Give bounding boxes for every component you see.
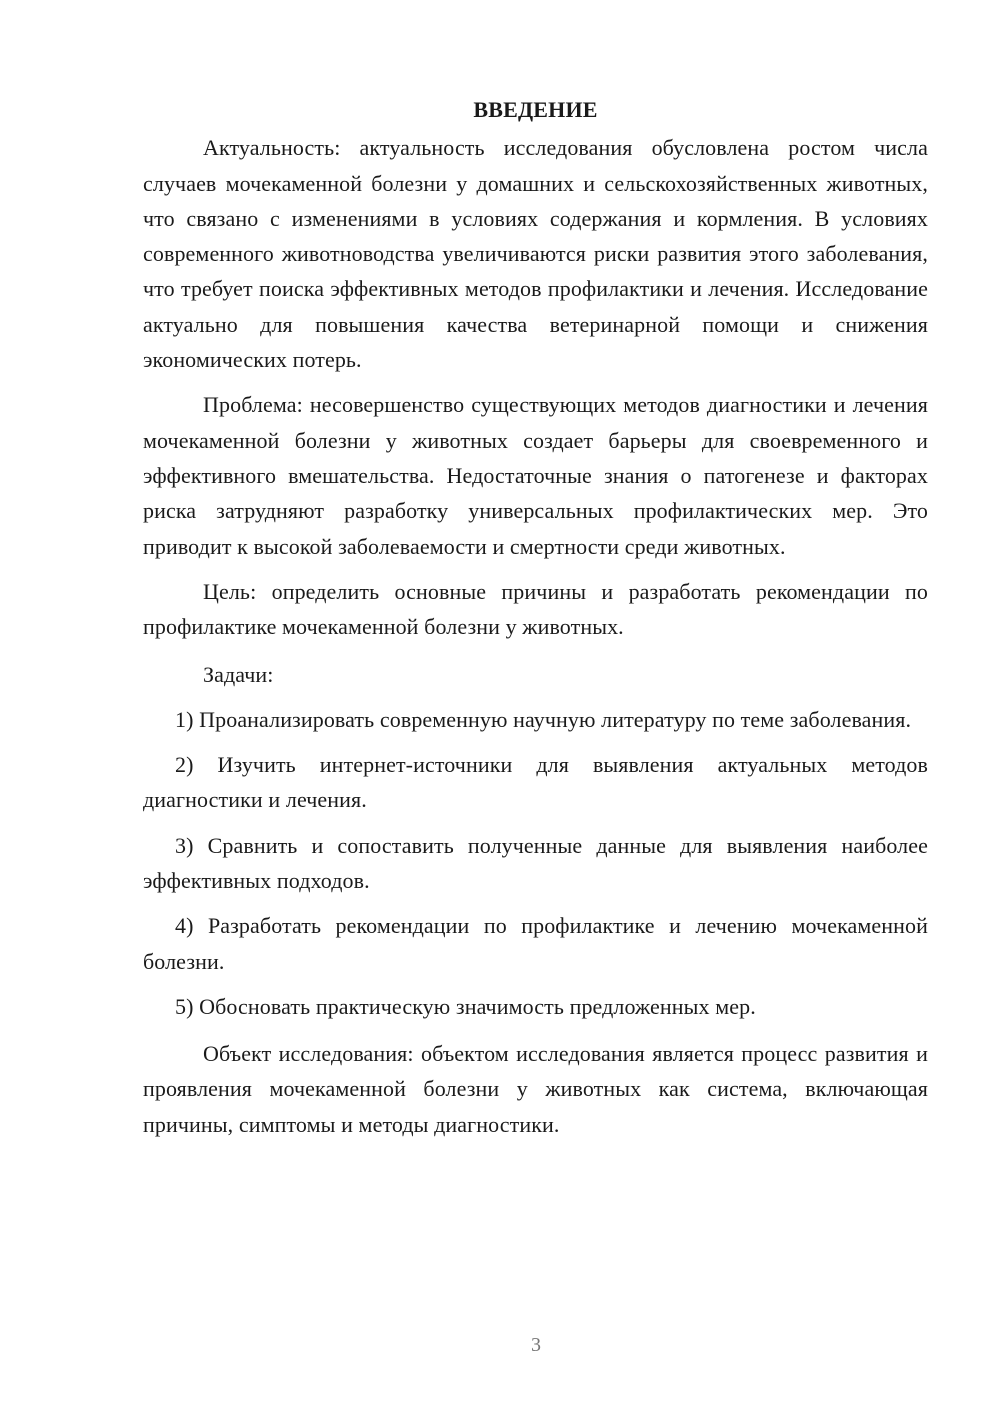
- object-paragraph: Объект исследования: объектом исследования является процесс развития и проявления мочекаменной болезни у животных как система, включающая причины, симптомы и методы диагностики.: [143, 1041, 928, 1137]
- task-item-5: 5) Обосновать практическую значимость предложенных мер.: [175, 993, 756, 1019]
- document-page: [143, 92, 928, 1152]
- task-item-2: 2) Изучить интернет-источники для выявления актуальных методов диагностики и лечения.: [143, 752, 928, 813]
- task-item-3: 3) Сравнить и сопоставить полученные данные для выявления наиболее эффективных подходов.: [143, 832, 928, 893]
- page-number: 3: [531, 1334, 541, 1356]
- problem-paragraph: Проблема: несовершенство существующих методов диагностики и лечения мочекаменной болезни у животных создает барьеры для своевременного и эффективного вмешательства. Недостаточные знания о патогенезе и факторах риска затрудняют разработку универсальных профилактических мер. Это приводит к высокой заболеваемости и смертности среди животных.: [143, 392, 928, 559]
- tasks-label: Задачи:: [203, 662, 274, 688]
- task-item-1: 1) Проанализировать современную научную литературу по теме заболевания.: [175, 706, 912, 732]
- aim-paragraph: Цель: определить основные причины и разработать рекомендации по профилактике мочекаменной болезни у животных.: [143, 578, 928, 640]
- task-item-4: 4) Разработать рекомендации по профилактике и лечению мочекаменной болезни.: [143, 913, 928, 974]
- section-heading: ВВЕДЕНИЕ: [473, 97, 598, 122]
- relevance-paragraph: Актуальность: актуальность исследования обусловлена ростом числа случаев мочекаменной болезни у домашних и сельскохозяйственных животных, что связано с изменениями в условиях содержания и кормления. В условиях современного животноводства увеличиваются риски развития этого заболевания, что требует поиска эффективных методов профилактики и лечения. Исследование актуально для повышения качества ветеринарной помощи и снижения экономических потерь.: [143, 135, 928, 373]
